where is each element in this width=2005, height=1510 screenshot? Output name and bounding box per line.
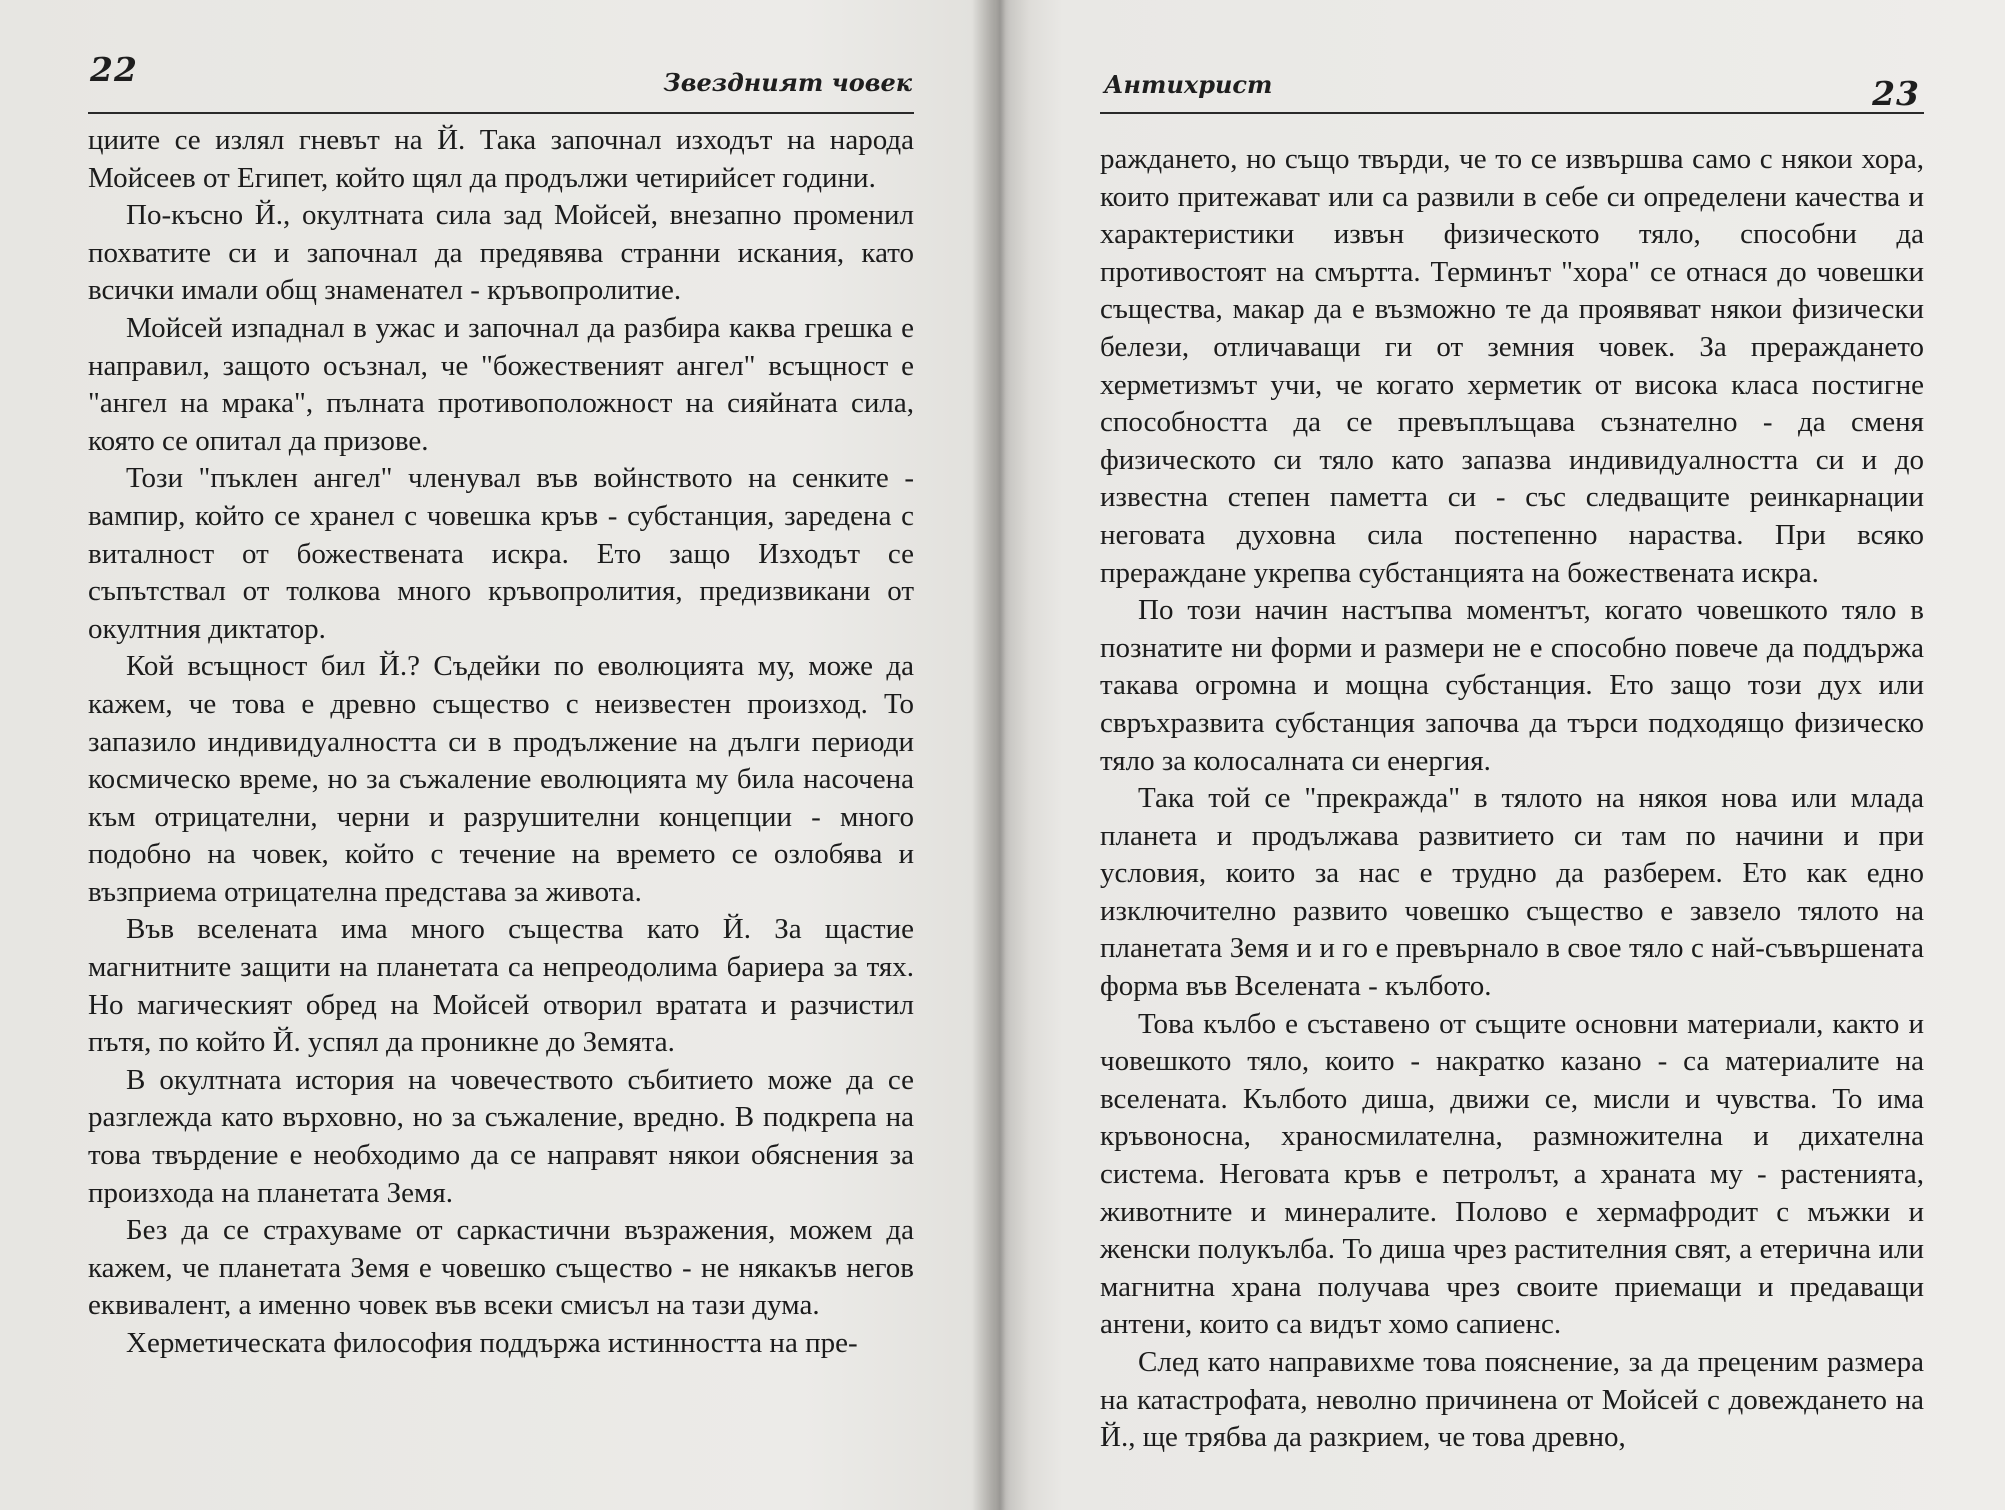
paragraph: След като направихме това пояснение, за да преценим размера на катастрофата, неволно причинена от Мойсей с довеждането на Й., ще трябва да разкрием, че това древно,	[1100, 1346, 1924, 1454]
right-page	[1010, 0, 2005, 1510]
left-page-number: 22	[90, 50, 138, 89]
paragraph: Така той се "прекражда" в тялото на някоя нова или млада планета и продължава развитието си там по начини и при условия, които за нас е трудно да разберем. Ето как едно изключително развито човешко същество е завзело тялото на планетата Земя и и го е превърнало в свое тяло с най-съвършената форма във Вселената - кълбото.	[1100, 782, 1924, 1003]
paragraph: раждането, но също твърди, че то се извършва само с някои хора, които притежават или са развили в себе си определени качества и характеристики извън физическото тяло, способни да противостоят на смъртта. Терминът "хора" се отнася до човешки същества, макар да е възможно те да проявяват някои физически белези, отличаващи ги от земния човек. За прераждането херметизмът учи, че когато херметик от висока класа постигне способността да се превъплъщава съзнателно - да сменя физическото си тяло като запазва индивидуалността си и до известна степен паметта си - със следващите реинкарнации неговата духовна сила постепенно нараства. При всяко прераждане укрепва субстанцията на божествената искра.	[1100, 143, 1924, 589]
paragraph: В окултната история на човечеството събитието може да се разглежда като върховно, но за съжаление, вредно. В подкрепа на това твърдение е необходимо да се направят някои обяснения за произхода на планетата Земя.	[88, 1063, 914, 1209]
left-page-header	[88, 48, 914, 114]
paragraph: По-късно Й., окултната сила зад Мойсей, внезапно променил похватите си и започнал да предявява странни искания, като всички имали общ знаменател - кръвопролитие.	[88, 199, 914, 307]
right-running-title: Антихрист	[1104, 70, 1273, 99]
paragraph: Във вселената има много същества като Й. За щастие магнитните защити на планетата са непреодолима бариера за тях. Но магическият обред на Мойсей отворил вратата и разчистил пътя, по който Й. успял да проникне до Земята.	[88, 913, 914, 1059]
paragraph: Херметическата философия поддържа истинността на пре-	[126, 1327, 858, 1359]
paragraph: Мойсей изпаднал в ужас и започнал да разбира каква грешка е направил, защото осъзнал, че "божественият ангел" всъщност е "ангел на мрака", пълната противоположност на сияйната сила, която се опитал да призове.	[88, 311, 914, 457]
right-page-number: 23	[1872, 74, 1920, 113]
right-page-text	[1100, 141, 1924, 1457]
paragraph: Този "пъклен ангел" членувал във войнството на сенките - вампир, който се хранел с човешка кръв - субстанция, заредена с виталност от божествената искра. Ето защо Изходът се съпътствал от толкова много кръвопролития, предизвикани от окултния диктатор.	[88, 462, 914, 645]
left-page-text	[88, 122, 914, 1363]
left-running-title: Звездният човек	[663, 68, 912, 97]
paragraph: По този начин настъпва моментът, когато човешкото тяло в познатите ни форми и размери не е способно повече да поддържа такава огромна и мощна субстанция. Ето защо този дух или свръхразвита субстанция започва да търси подходящо физическо тяло за колосалната си енергия.	[1100, 594, 1924, 777]
paragraph: Кой всъщност бил Й.? Съдейки по еволюцията му, може да кажем, че това е древно същество с неизвестен произход. То запазило индивидуалността си в продължение на дълги периоди космическо време, но за съжаление еволюцията му била насочена към отрицателни, черни и разрушителни концепции - много подобно на човек, който с течение на времето се озлобява и възприема отрицателна представа за живота.	[88, 650, 914, 908]
paragraph: циите се излял гневът на Й. Така започнал изходът на народа Мойсеев от Египет, който щял да продължи четирийсет години.	[88, 124, 914, 194]
right-page-header	[1100, 48, 1924, 114]
paragraph: Без да се страхуваме от саркастични възражения, можем да кажем, че планетата Земя е човешко същество - не някакъв негов еквивалент, а именно човек във всеки смисъл на тази дума.	[88, 1214, 914, 1322]
left-page	[0, 0, 990, 1510]
paragraph: Това кълбо е съставено от същите основни материали, както и човешкото тяло, които - накратко казано - са материалите на вселената. Кълбото диша, движи се, мисли и чувства. То има кръвоносна, храносмилателна, размножителна и дихателна система. Неговата кръв е петролът, а храната му - растенията, животните и минералите. Полово е хермафродит с мъжки и женски полукълба. То диша чрез растителния свят, а етерична или магнитна храна получава чрез своите приемащи и предаващи антени, които са видът хомо сапиенс.	[1100, 1007, 1924, 1341]
